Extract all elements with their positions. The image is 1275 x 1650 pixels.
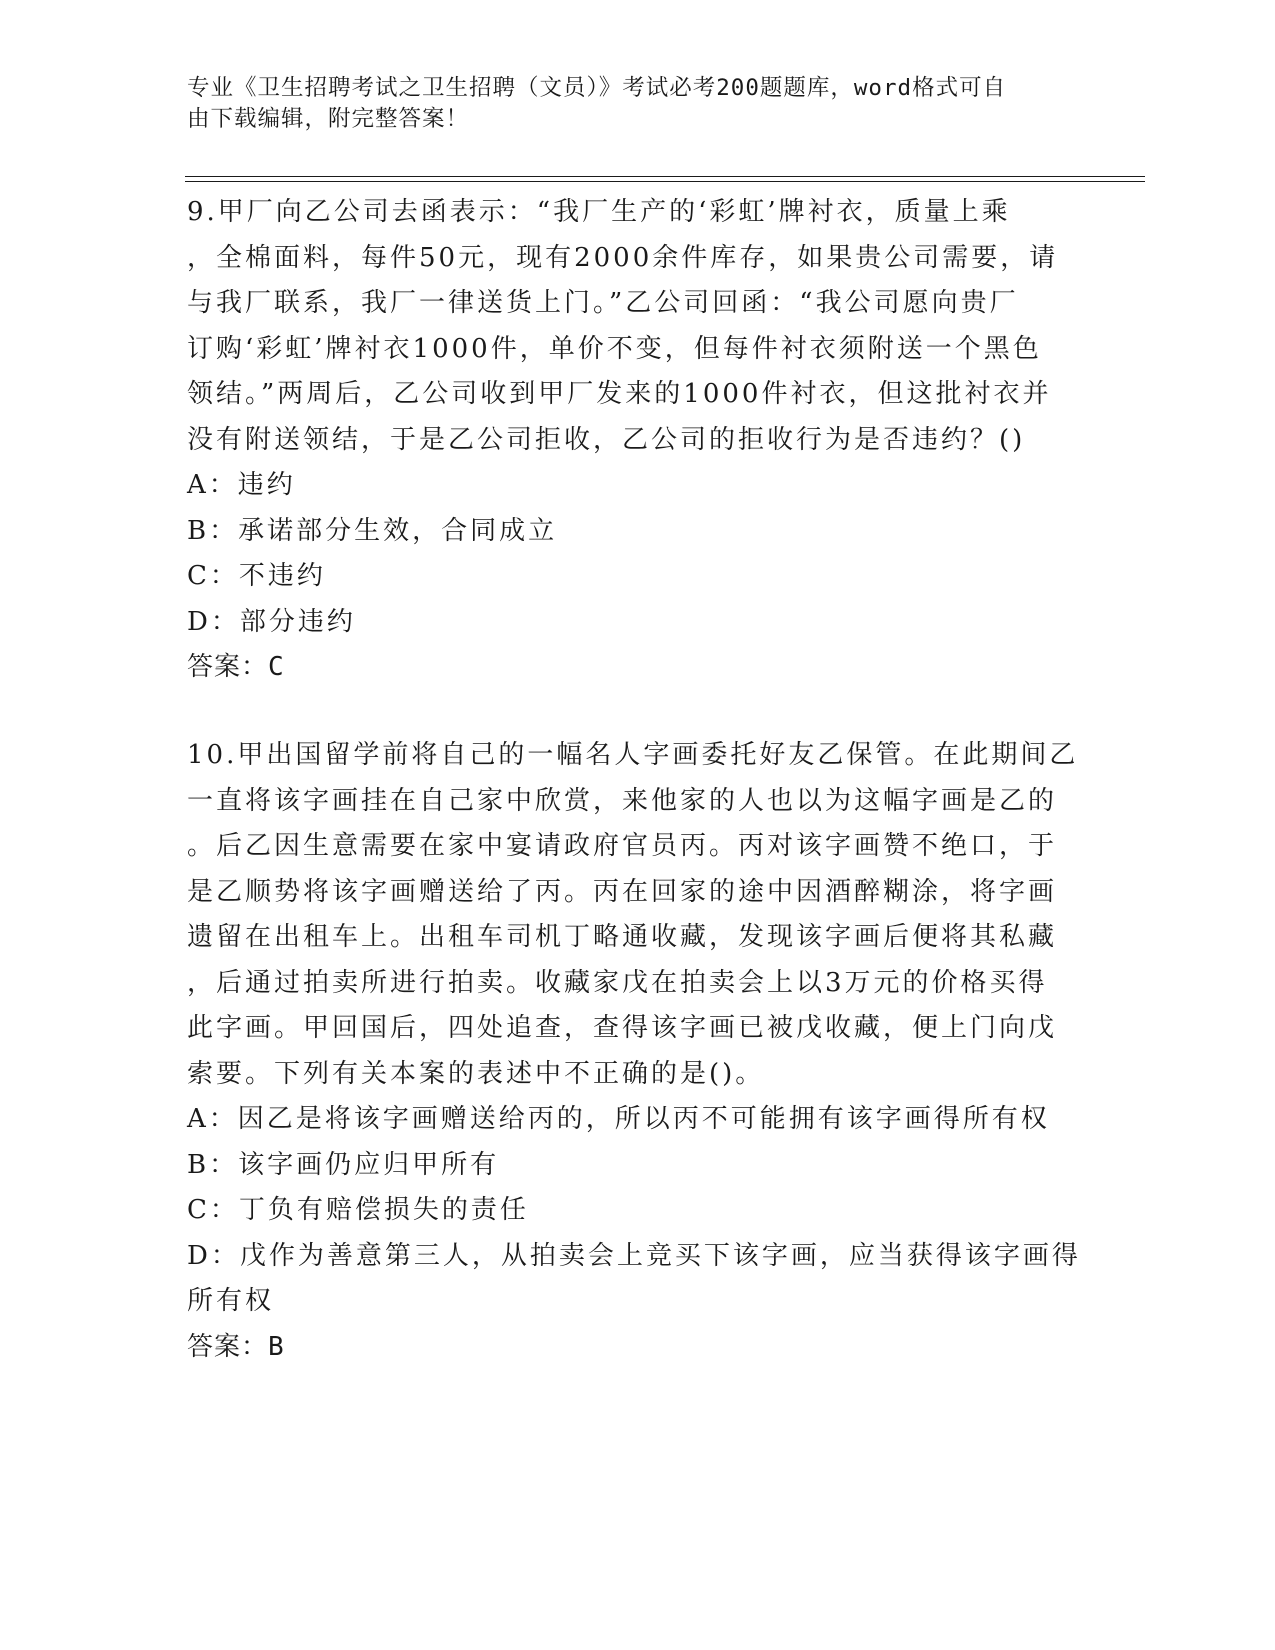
stem-line: 一直将该字画挂在自己家中欣赏，来他家的人也以为这幅字画是乙的 — [187, 785, 1058, 816]
header-divider-top — [185, 176, 1145, 177]
answer-line — [187, 645, 1067, 691]
option-d-continuation: 所有权 — [187, 1286, 275, 1316]
stem-line: ，后通过拍卖所进行拍卖。收藏家戊在拍卖会上以3万元的价格买得 — [187, 967, 1048, 998]
answer-label: 答案： — [187, 652, 269, 682]
option-b: B：承诺部分生效，合同成立 — [187, 515, 558, 546]
option-c: C：丁负有赔偿损失的责任 — [187, 1195, 529, 1225]
stem-line: 是乙顺势将该字画赠送给了丙。丙在回家的途中因酒醉糊涂，将字画 — [187, 876, 1058, 907]
stem-line: 10.甲出国留学前将自己的一幅名人字画委托好友乙保管。在此期间乙 — [187, 740, 1079, 770]
header-divider-bottom — [185, 181, 1145, 182]
stem-line: 与我厂联系，我厂一律送货上门。”乙公司回函：“我公司愿向贵厂 — [187, 288, 1019, 318]
option-d: D：部分违约 — [187, 606, 356, 637]
stem-line: 。后乙因生意需要在家中宴请政府官员丙。丙对该字画赞不绝口，于 — [187, 831, 1058, 861]
option-a: A：违约 — [187, 470, 296, 500]
stem-line: 没有附送领结，于是乙公司拒收，乙公司的拒收行为是否违约？() — [187, 424, 1026, 455]
stem-line: 9.甲厂向乙公司去函表示：“我厂生产的‘彩虹’牌衬衣，质量上乘 — [187, 197, 1011, 227]
stem-line: 此字画。甲回国后，四处追查，查得该字画已被戊收藏，便上门向戊 — [187, 1013, 1058, 1043]
stem-line: 索要。下列有关本案的表述中不正确的是()。 — [187, 1058, 765, 1089]
answer-value: C — [268, 652, 285, 682]
stem-line: ，全棉面料，每件50元，现有2000余件库存，如果贵公司需要，请 — [187, 242, 1059, 273]
option-c: C：不违约 — [187, 561, 326, 591]
question-stem — [187, 733, 1079, 1097]
stem-line: 遗留在出租车上。出租车司机丁略通收藏，发现该字画后便将其私藏 — [187, 922, 1058, 952]
question-stem — [187, 190, 1067, 463]
header-line-1: 专业《卫生招聘考试之卫生招聘（文员）》考试必考200题题库，word格式可自 — [187, 75, 1007, 101]
option-d: D：戊作为善意第三人，从拍卖会上竞买下该字画，应当获得该字画得 — [187, 1240, 1081, 1271]
document-header — [187, 73, 1067, 135]
question-9 — [187, 190, 1067, 691]
answer-line — [187, 1325, 1067, 1371]
option-b: B：该字画仍应归甲所有 — [187, 1149, 500, 1180]
option-a: A：因乙是将该字画赠送给丙的，所以丙不可能拥有该字画得所有权 — [187, 1104, 1050, 1134]
stem-line: 订购‘彩虹’牌衬衣1000件，单价不变，但每件衬衣须附送一个黑色 — [187, 333, 1042, 364]
question-10 — [187, 733, 1081, 1370]
stem-line: 领结。”两周后，乙公司收到甲厂发来的1000件衬衣，但这批衬衣并 — [187, 379, 1052, 409]
answer-label: 答案： — [187, 1331, 269, 1362]
header-line-2: 由下载编辑，附完整答案！ — [187, 106, 470, 132]
answer-value: B — [268, 1331, 285, 1362]
